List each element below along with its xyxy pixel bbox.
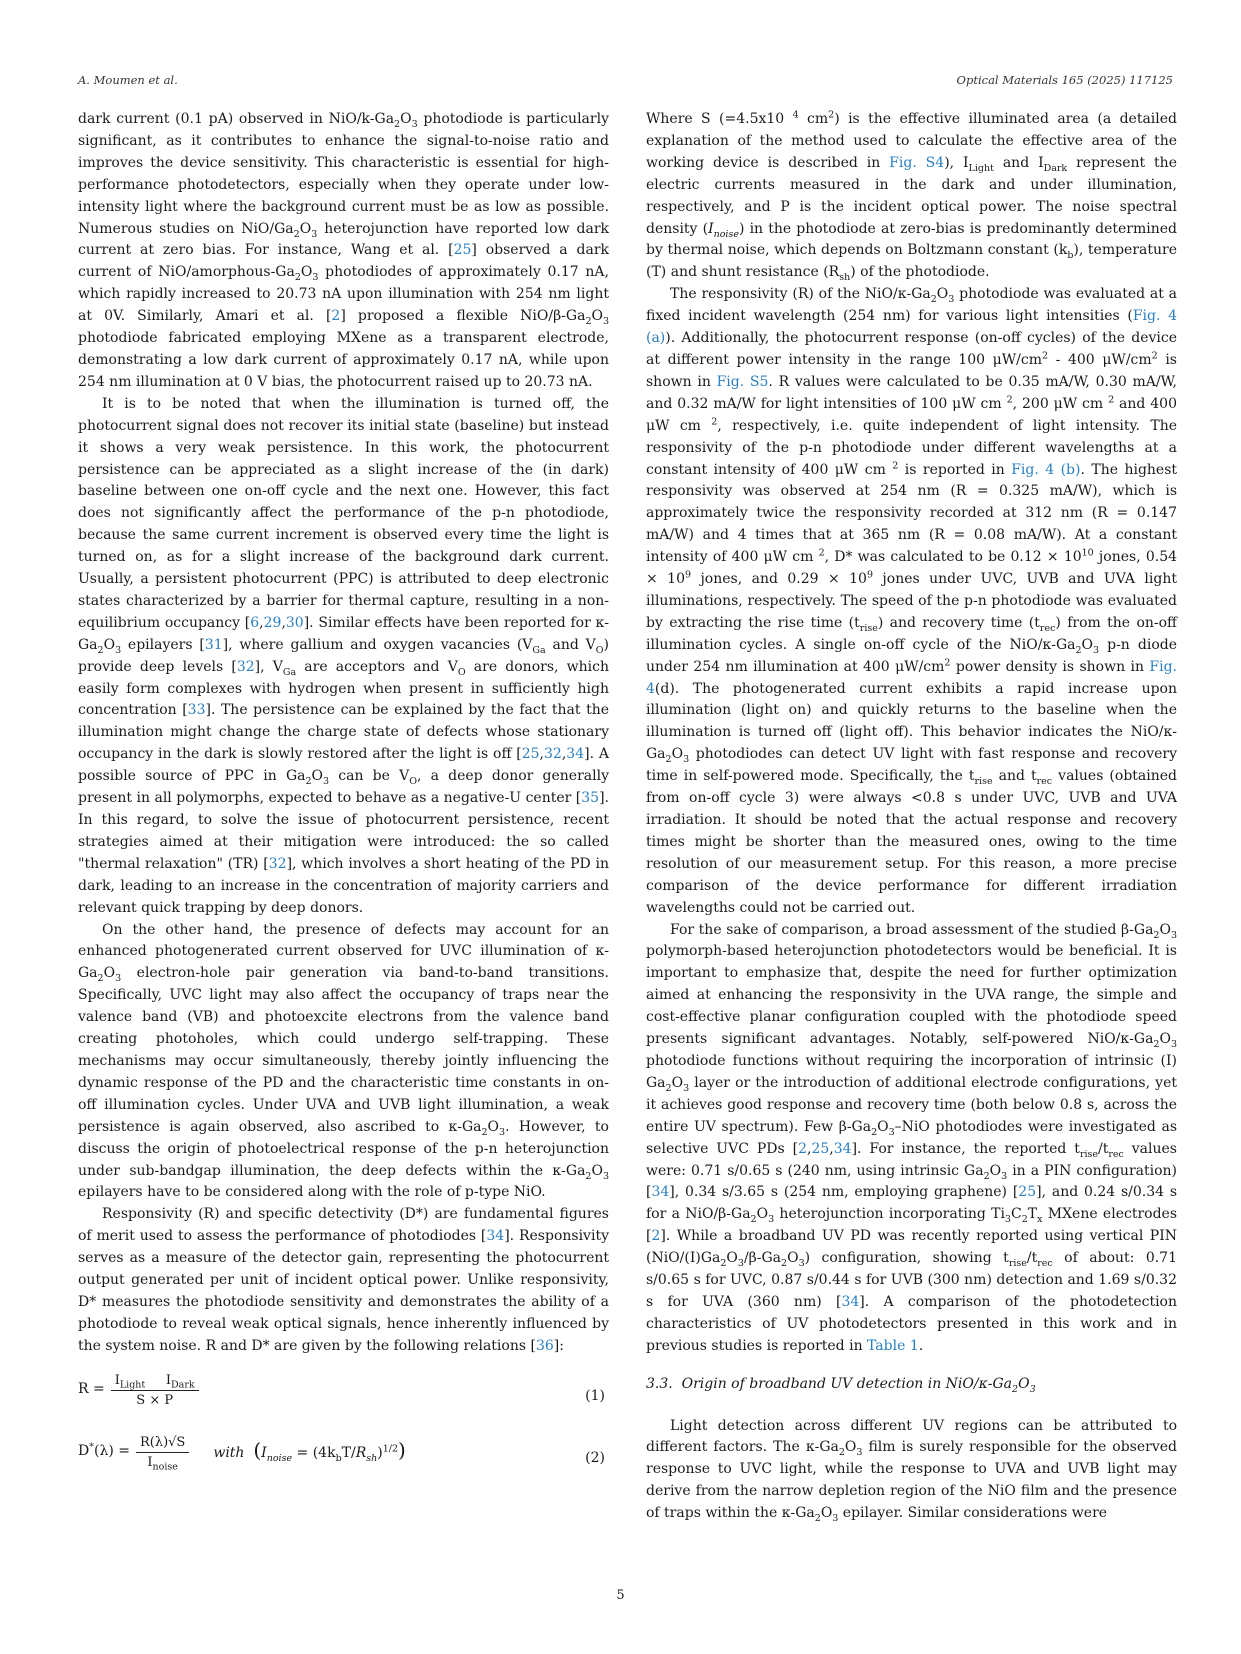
paragraph: Responsivity (R) and specific detectivity (D*) are fundamental figures of merit used to assess the performance of photodiodes [34]. Responsivity serves as a measure of the detector gain, representing the photocurrent output generated per unit of incident optical power. Unlike responsivity, D* measures the photodiode sensitivity and demonstrates the ability of a photodiode to reveal weak optical signals, hence inherently influenced by the system noise. R and D* are given by the following relations [36]: (78, 1206, 609, 1354)
page-number: 5 (616, 1588, 625, 1603)
paragraph: For the sake of comparison, a broad assessment of the studied $\beta-Ga_2O_3$ polymorph-based heterojunction photodetectors would be beneficial. It is important to emphasize that, despite the need for further optimization aimed at enhancing the responsivity in the UVA range, the simple and cost-effective planar configuration coupled with the photodiode speed presents significant advantages. Notably, self-powered NiO/$\kappa-Ga_2O_3$ photodiode functions without requiring the incorporation of intrinsic (I) $Ga_2O_3$ layer or the introduction of additional electrode configurations, yet it achieves good response and recovery time (both below 0.8 s, across the entire UV spectrum). Few $\beta-Ga_2O_3$–NiO photodiodes were investigated as selective UVC PDs [2,25,34]. For instance, the reported $t_{rise}/t_{rec}$ values were: 0.71 s/0.65 s (240 nm, using intrinsic $Ga_2O_3$ in a PIN configuration) [34], 0.34 s/3.65 s (254 nm, employing graphene) [25], and 0.24 s/0.34 s for a NiO/$\beta-Ga_2O_3$ heterojunction incorporating $Ti_3C_2T_x$ MXene electrodes [2]. While a broadband UV PD was recently reported using vertical PIN $(NiO/(I)Ga_2O_3/\beta-Ga_2O_3)$ configuration, showing $t_{rise}/t_{rec}$ of about: 0.71 s/0.65 s for UVC, 0.87 s/0.44 s for UVB (300 nm) detection and 1.69 s/0.32 s for UVA (360 nm) [34]. A comparison of the photodetection characteristics of UV photodetectors presented in this work and in previous studies is reported in Table 1. (646, 921, 1178, 1354)
right-column (646, 109, 1177, 1525)
paragraph: Where S (=4.5x10 $^4$ $cm^2$) is the effective illuminated area (a detailed explanation of the method used to calculate the effective area of the working device is described in Fig. S4), $I_{Light}$ and $I_{Dark}$ represent the electric currents measured in the dark and under illumination, respectively, and P is the incident optical power. The noise spectral density $(I_{noise})$ in the photodiode at zero-bias is predominantly determined by thermal noise, which depends on Boltzmann constant $(k_b)$, temperature (T) and shunt resistance $(R_{sh})$ of the photodiode. (646, 109, 1177, 284)
section-heading: 3.3. Origin of broadband UV detection in NiO/$\kappa-Ga_2O_3$ (646, 1375, 1036, 1395)
running-header-journal: Optical Materials 165 (2025) 117125 (956, 73, 1173, 87)
left-column (78, 109, 609, 1490)
paragraph: Light detection across different UV regions can be attributed to different factors. The $\kappa-Ga_2O_3$ film is surely responsible for the observed response to UVC light, while the response to UVA and UVB light may derive from the narrow depletion region of the NiO film and the presence of traps within the $\kappa-Ga_2O_3$ epilayer. Similar considerations were (646, 1417, 1177, 1524)
paragraph: dark current (0.1 pA) observed in NiO/$k-Ga_2O_3$ photodiode is particularly significant, as it contributes to enhance the signal-to-noise ratio and improves the device sensitivity. This characteristic is essential for high-performance photodetectors, especially when they operate under low-intensity light where the background current must be as low as possible. Numerous studies on NiO/$Ga_2O_3$ heterojunction have reported low dark current at zero bias. For instance, Wang et al. [25] observed a dark current of NiO/$amorphous-Ga_2O_3$ photodiodes of approximately 0.17 nA, which rapidly increased to 20.73 nA upon illumination with 254 nm light at 0V. Similarly, Amari et al. [2] proposed a flexible NiO/$\beta-Ga_2O_3$ photodiode fabricated employing MXene as a transparent electrode, demonstrating a low dark current of approximately 0.17 nA, while upon 254 nm illumination at 0 V bias, the photocurrent raised up to 20.73 nA. (78, 111, 610, 390)
equation-2: D*(λ) = $\frac{R(\lambda)√S}{I_{noise}}$ with $(I_{noise} = (4k_bT/R_{sh})^{1/2})$ (2) (78, 1434, 605, 1473)
equation-1: R = $\frac{I_{Light} I_{Dark}}{S \times P}$ (1) (78, 1372, 605, 1408)
equation-with-word: with (213, 1444, 245, 1461)
paragraph: It is to be noted that when the illumination is turned off, the photocurrent signal does not recover its initial state (baseline) but instead it shows a very weak persistence. In this work, the photocurrent persistence can be appreciated as a slight increase of the (in dark) baseline between one on-off cycle and the next one. However, this fact does not significantly affect the performance of the p-n photodiode, because the same current increment is observed every time the light is turned on, as for a slight increase of the background dark current. Usually, a persistent photocurrent (PPC) is attributed to deep electronic states characterized by a barrier for thermal capture, resulting in a non-equilibrium occupancy [6,29,30]. Similar effects have been reported for $\kappa-Ga_2O_3$ epilayers [31], where gallium and oxygen vacancies ($V_{Ga}$ and $V_O$) provide deep levels [32], $V_{Ga}$ are acceptors and $V_O$ are donors, which easily form complexes with hydrogen when present in sufficiently high concentration [33]. The persistence can be explained by the fact that the illumination might change the charge state of defects whose stationary occupancy in the dark is slowly restored after the light is off [25,32,34]. A possible source of PPC in $Ga_2O_3$ can be $V_O$, a deep donor generally present in all polymorphs, expected to behave as a negative-U center [35]. In this regard, to solve the issue of photocurrent persistence, recent strategies aimed at their mitigation were introduced: the so called "thermal relaxation" (TR) [32], which involves a short heating of the PD in dark, leading to an increase in the concentration of majority carriers and relevant quick trapping by deep donors. (78, 395, 610, 916)
paragraph: The responsivity (R) of the NiO/$\kappa-Ga_2O_3$ photodiode was evaluated at a fixed incident wavelength (254 nm) for various light intensities (Fig. 4 (a)). Additionally, the photocurrent response (on-off cycles) of the device at different power intensity in the range 100 $\mu W/cm^2 - 400$ $\mu W/cm^2$ is shown in Fig. S5. R values were calculated to be 0.35 mA/W, 0.30 mA/W, and 0.32 mA/W for light intensities of 100 μW cm $^2$, 200 μW cm $^2$ and 400 μW cm $^2$, respectively, i.e. quite independent of light intensity. The responsivity of the p-n photodiode under different wavelengths at a constant intensity of 400 μW cm $^2$ is reported in Fig. 4 (b). The highest responsivity was observed at 254 nm (R = 0.325 mA/W), which is approximately twice the responsivity recorded at 312 nm (R = 0.147 mA/W) and 4 times that at 365 nm (R = 0.08 mA/W). At a constant intensity of 400 μW cm $^2$, D* was calculated to be $0.12 \times 10^{10}$ jones, $0.54 \times 10^9$ jones, and $0.29 \times 10^9$ jones under UVC, UVB and UVA light illuminations, respectively. The speed of the p-n photodiode was evaluated by extracting the rise time $(t_{rise})$ and recovery time $(t_{rec})$ from the on-off illumination cycles. A single on-off cycle of the NiO/$\kappa-Ga_2O_3$ p-n diode under 254 nm illumination at 400 $\mu W/cm^2$ power density is shown in Fig. 4(d). The photogenerated current exhibits a rapid increase upon illumination (light on) and quickly returns to the baseline when the illumination is turned off (light off). This behavior indicates the NiO/$\kappa-Ga_2O_3$ photodiodes can detect UV light with fast response and recovery time in self-powered mode. Specifically, the $t_{rise}$ and $t_{rec}$ values (obtained from on-off cycle 3) were always <0.8 s under UVC, UVB and UVA irradiation. It should be noted that the actual response and recovery times might be shorter than the measured ones, owing to the time resolution of our measurement setup. For this reason, a more precise comparison of the device performance for different irradiation wavelengths could not be carried out. (646, 286, 1178, 916)
equation-number: (2) (585, 1449, 605, 1466)
running-header-authors: A. Moumen et al. (78, 73, 178, 87)
equation-number: (1) (585, 1387, 605, 1404)
paragraph: On the other hand, the presence of defects may account for an enhanced photogenerated current observed for UVC illumination of $\kappa-Ga_2O_3$ electron-hole pair generation via band-to-band transitions. Specifically, UVC light may also affect the occupancy of traps near the valence band (VB) and photoexcite electrons from the valence band creating photoholes, which could undergo self-trapping. These mechanisms may occur simultaneously, thereby jointly influencing the dynamic response of the PD and the characteristic time constants in on-off illumination cycles. Under UVA and UVB light illumination, a weak persistence is again observed, also ascribed to $\kappa-Ga_2O_3$. However, to discuss the origin of photoelectrical response of the p-n heterojunction under sub-bandgap illumination, the deep defects within the $\kappa-Ga_2O_3$ epilayers have to be considered along with the role of p-type NiO. (78, 921, 609, 1201)
